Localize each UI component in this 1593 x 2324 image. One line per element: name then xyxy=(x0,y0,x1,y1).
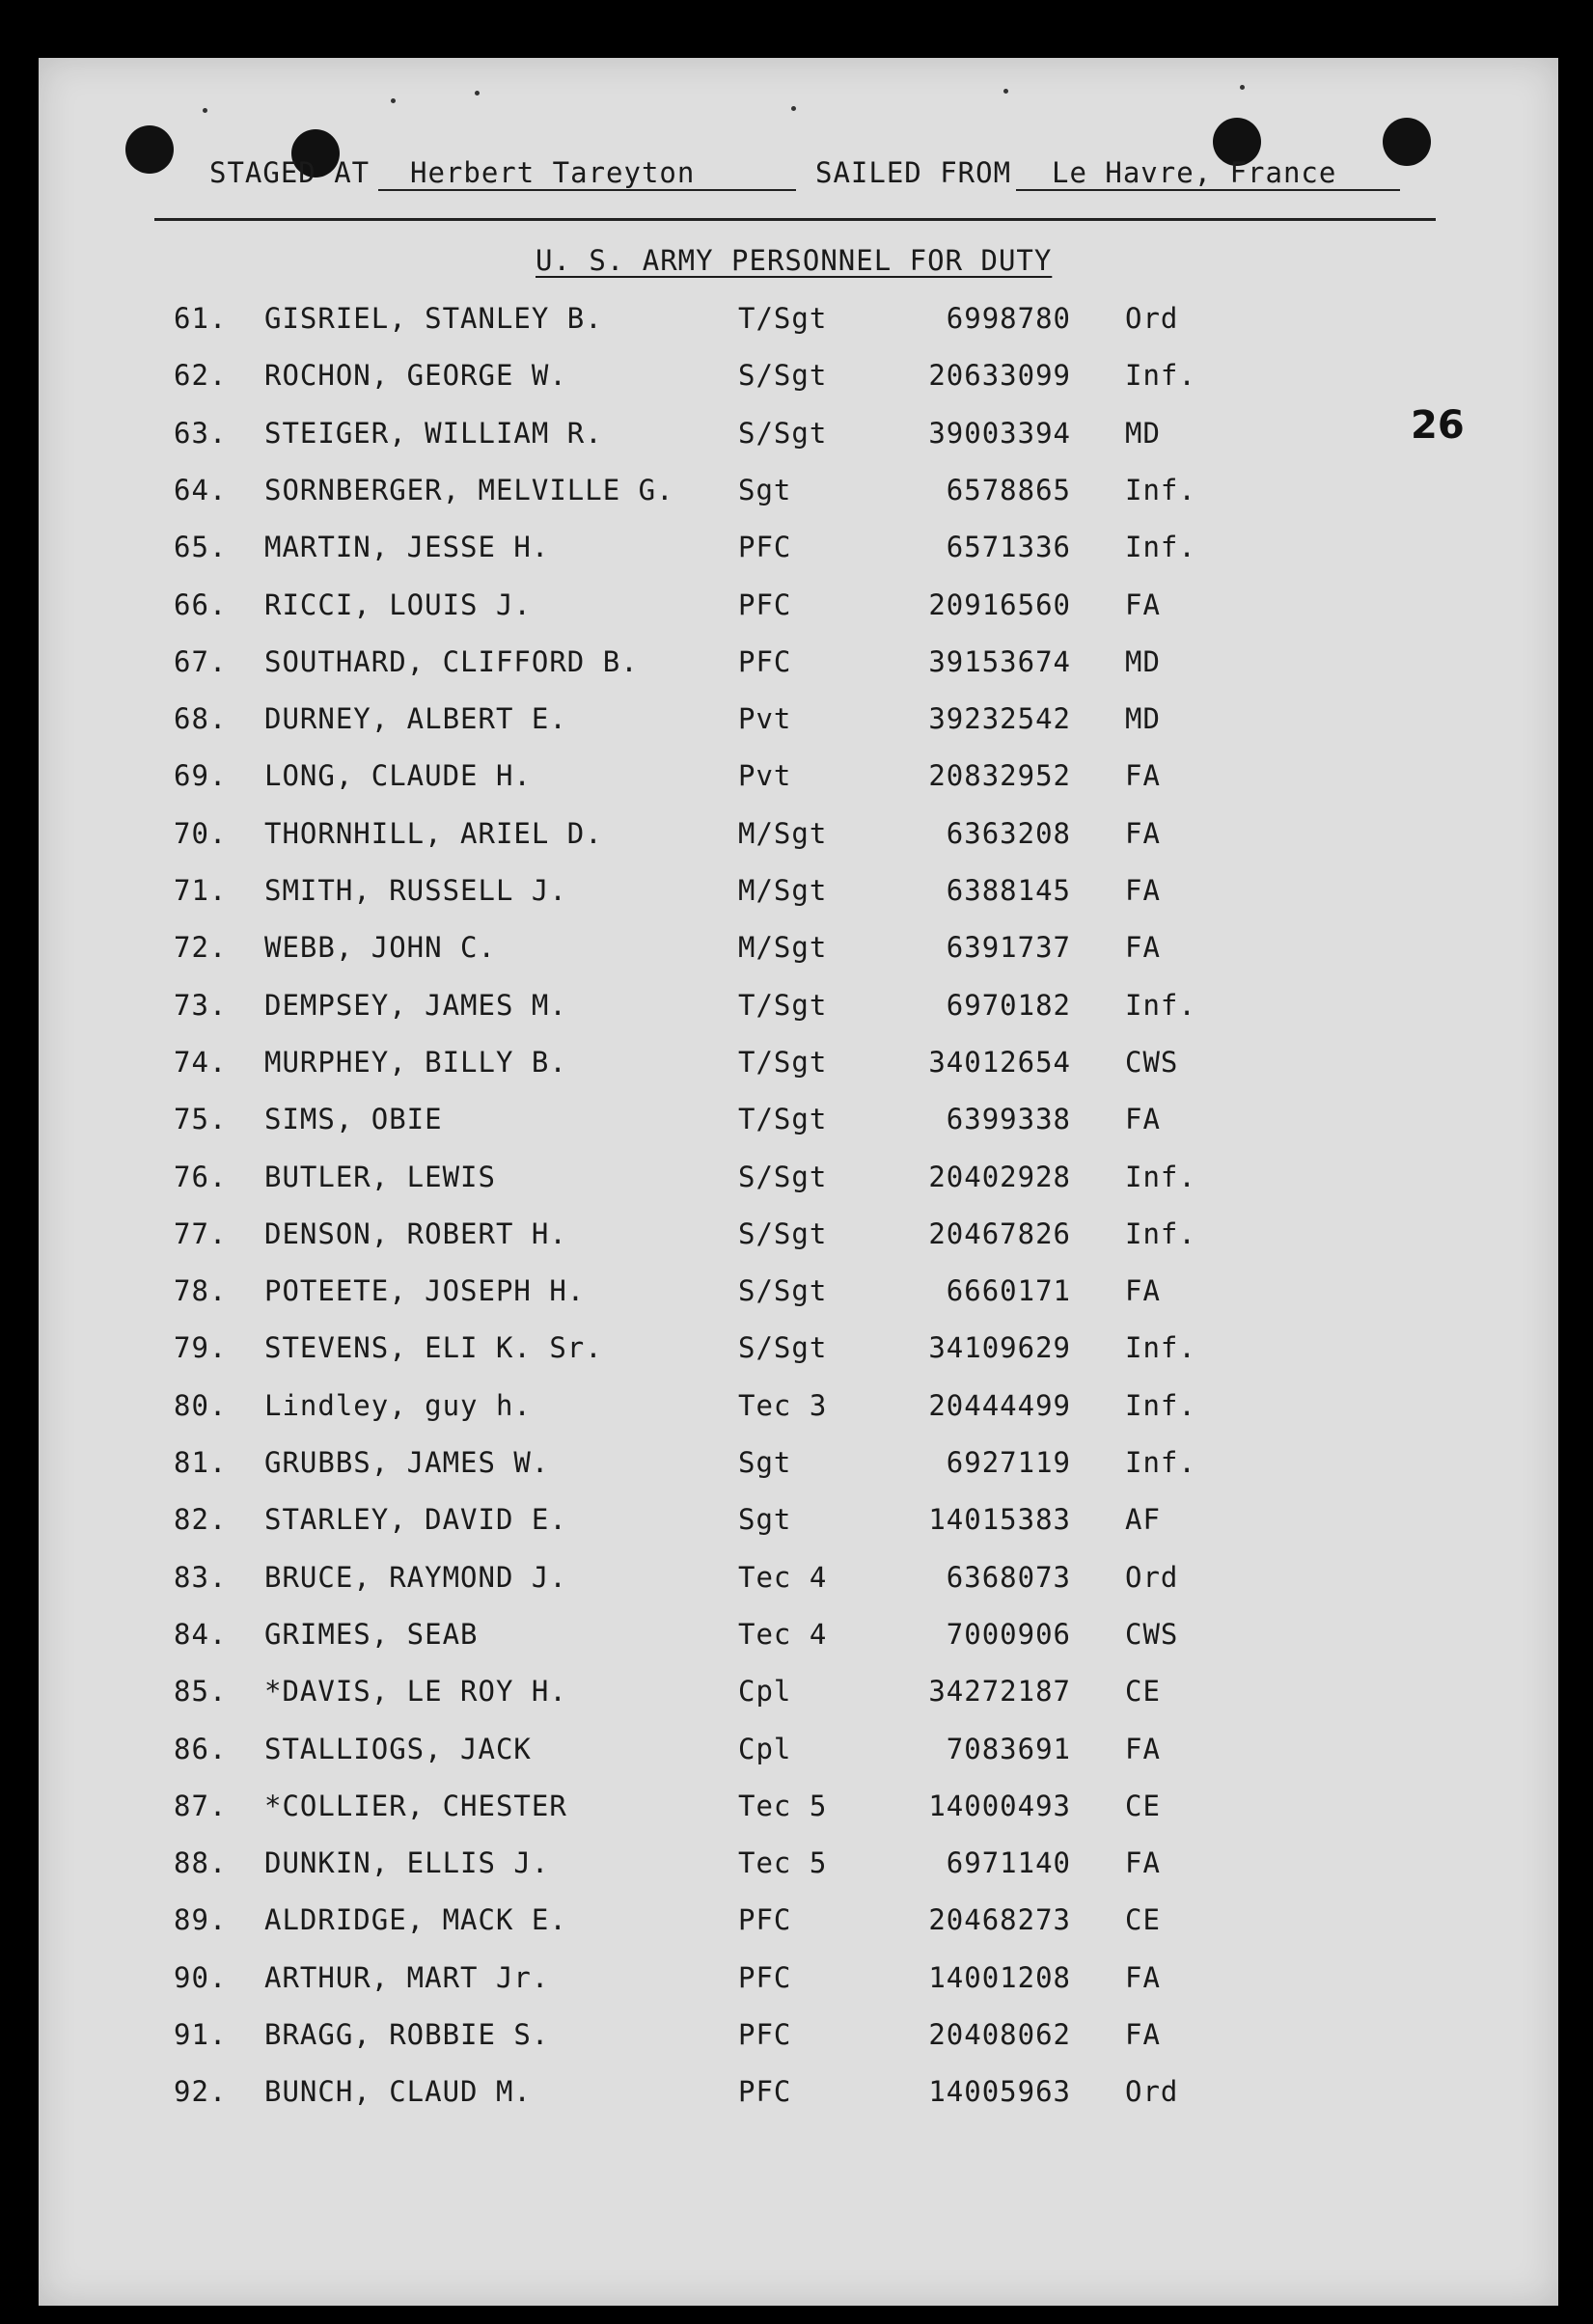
roster-row xyxy=(0,1903,1593,1960)
serial-number: 7000906 xyxy=(946,1618,1071,1651)
roster-number: 86. xyxy=(174,1733,228,1765)
roster-row xyxy=(0,645,1593,702)
rank: Sgt xyxy=(738,474,792,506)
serial-number: 6971140 xyxy=(946,1846,1071,1879)
rank: Cpl xyxy=(738,1675,792,1708)
rank: Tec 3 xyxy=(738,1389,828,1422)
soldier-name: ARTHUR, MART Jr. xyxy=(264,1961,550,1994)
roster-number: 90. xyxy=(174,1961,228,1994)
staged-at-label: STAGED AT xyxy=(209,156,371,189)
soldier-name: STEVENS, ELI K. Sr. xyxy=(264,1331,603,1364)
branch: MD xyxy=(1125,702,1161,735)
soldier-name: SIMS, OBIE xyxy=(264,1103,443,1135)
roster-row xyxy=(0,1161,1593,1217)
rank: S/Sgt xyxy=(738,417,828,450)
branch: CE xyxy=(1125,1903,1161,1936)
roster-number: 62. xyxy=(174,359,228,392)
branch: AF xyxy=(1125,1503,1161,1536)
roster-number: 73. xyxy=(174,989,228,1022)
roster-row xyxy=(0,1733,1593,1790)
roster-row xyxy=(0,417,1593,474)
serial-number: 14015383 xyxy=(928,1503,1071,1536)
soldier-name: MARTIN, JESSE H. xyxy=(264,531,550,563)
roster-number: 91. xyxy=(174,2018,228,2051)
roster-number: 69. xyxy=(174,759,228,792)
roster-number: 68. xyxy=(174,702,228,735)
serial-number: 20467826 xyxy=(928,1217,1071,1250)
soldier-name: SORNBERGER, MELVILLE G. xyxy=(264,474,674,506)
soldier-name: *COLLIER, CHESTER xyxy=(264,1790,567,1822)
branch: FA xyxy=(1125,1103,1161,1135)
rank: S/Sgt xyxy=(738,1161,828,1193)
branch: Ord xyxy=(1125,302,1179,335)
roster-number: 82. xyxy=(174,1503,228,1536)
roster-row xyxy=(0,1446,1593,1503)
branch: FA xyxy=(1125,817,1161,850)
roster-row xyxy=(0,1103,1593,1160)
page-number: 26 xyxy=(1411,403,1465,448)
roster-row xyxy=(0,1675,1593,1732)
rank: T/Sgt xyxy=(738,1103,828,1135)
rank: Pvt xyxy=(738,702,792,735)
rank: S/Sgt xyxy=(738,359,828,392)
rank: M/Sgt xyxy=(738,874,828,907)
staged-at-value: Herbert Tareyton xyxy=(410,156,696,189)
branch: Inf. xyxy=(1125,359,1196,392)
serial-number: 20832952 xyxy=(928,759,1071,792)
serial-number: 39003394 xyxy=(928,417,1071,450)
serial-number: 6363208 xyxy=(946,817,1071,850)
roster-number: 85. xyxy=(174,1675,228,1708)
rank: S/Sgt xyxy=(738,1217,828,1250)
serial-number: 20916560 xyxy=(928,588,1071,621)
soldier-name: STALLIOGS, JACK xyxy=(264,1733,532,1765)
roster-number: 80. xyxy=(174,1389,228,1422)
soldier-name: ROCHON, GEORGE W. xyxy=(264,359,567,392)
branch: FA xyxy=(1125,759,1161,792)
rank: M/Sgt xyxy=(738,817,828,850)
branch: Inf. xyxy=(1125,474,1196,506)
roster-row xyxy=(0,302,1593,359)
sailed-from-label: SAILED FROM xyxy=(815,156,1012,189)
soldier-name: SMITH, RUSSELL J. xyxy=(264,874,567,907)
serial-number: 20408062 xyxy=(928,2018,1071,2051)
soldier-name: BRAGG, ROBBIE S. xyxy=(264,2018,550,2051)
roster-number: 67. xyxy=(174,645,228,678)
soldier-name: RICCI, LOUIS J. xyxy=(264,588,532,621)
serial-number: 6927119 xyxy=(946,1446,1071,1479)
serial-number: 6571336 xyxy=(946,531,1071,563)
serial-number: 6660171 xyxy=(946,1274,1071,1307)
serial-number: 7083691 xyxy=(946,1733,1071,1765)
branch: MD xyxy=(1125,417,1161,450)
soldier-name: WEBB, JOHN C. xyxy=(264,931,496,964)
branch: Inf. xyxy=(1125,1446,1196,1479)
branch: FA xyxy=(1125,931,1161,964)
roster-number: 61. xyxy=(174,302,228,335)
soldier-name: BRUCE, RAYMOND J. xyxy=(264,1561,567,1594)
roster-row xyxy=(0,1961,1593,2018)
rank: Tec 5 xyxy=(738,1790,828,1822)
soldier-name: DEMPSEY, JAMES M. xyxy=(264,989,567,1022)
roster-row xyxy=(0,1618,1593,1675)
soldier-name: POTEETE, JOSEPH H. xyxy=(264,1274,586,1307)
branch: CWS xyxy=(1125,1046,1179,1079)
serial-number: 34109629 xyxy=(928,1331,1071,1364)
roster-row xyxy=(0,531,1593,588)
roster-number: 78. xyxy=(174,1274,228,1307)
list-title: U. S. ARMY PERSONNEL FOR DUTY xyxy=(536,244,1053,277)
branch: Ord xyxy=(1125,2075,1179,2108)
serial-number: 20633099 xyxy=(928,359,1071,392)
roster-row xyxy=(0,2075,1593,2132)
soldier-name: STARLEY, DAVID E. xyxy=(264,1503,567,1536)
serial-number: 6368073 xyxy=(946,1561,1071,1594)
soldier-name: LONG, CLAUDE H. xyxy=(264,759,532,792)
rank: PFC xyxy=(738,1961,792,1994)
rank: Tec 5 xyxy=(738,1846,828,1879)
roster-row xyxy=(0,702,1593,759)
roster-number: 81. xyxy=(174,1446,228,1479)
branch: CE xyxy=(1125,1675,1161,1708)
rank: PFC xyxy=(738,531,792,563)
rank: Sgt xyxy=(738,1446,792,1479)
roster-row xyxy=(0,1274,1593,1331)
branch: Inf. xyxy=(1125,1217,1196,1250)
soldier-name: DUNKIN, ELLIS J. xyxy=(264,1846,550,1879)
branch: FA xyxy=(1125,1961,1161,1994)
roster-row xyxy=(0,874,1593,931)
roster-row xyxy=(0,817,1593,874)
soldier-name: GRUBBS, JAMES W. xyxy=(264,1446,550,1479)
roster-number: 72. xyxy=(174,931,228,964)
soldier-name: STEIGER, WILLIAM R. xyxy=(264,417,603,450)
rank: PFC xyxy=(738,2018,792,2051)
rank: M/Sgt xyxy=(738,931,828,964)
roster-number: 84. xyxy=(174,1618,228,1651)
soldier-name: BUNCH, CLAUD M. xyxy=(264,2075,532,2108)
serial-number: 6388145 xyxy=(946,874,1071,907)
rank: Cpl xyxy=(738,1733,792,1765)
roster-number: 76. xyxy=(174,1161,228,1193)
branch: Inf. xyxy=(1125,1161,1196,1193)
soldier-name: DENSON, ROBERT H. xyxy=(264,1217,567,1250)
roster-number: 87. xyxy=(174,1790,228,1822)
serial-number: 39153674 xyxy=(928,645,1071,678)
soldier-name: THORNHILL, ARIEL D. xyxy=(264,817,603,850)
roster-row xyxy=(0,1846,1593,1903)
roster-row xyxy=(0,989,1593,1046)
branch: MD xyxy=(1125,645,1161,678)
serial-number: 14001208 xyxy=(928,1961,1071,1994)
roster-number: 77. xyxy=(174,1217,228,1250)
serial-number: 20468273 xyxy=(928,1903,1071,1936)
rank: T/Sgt xyxy=(738,1046,828,1079)
serial-number: 6391737 xyxy=(946,931,1071,964)
rank: Tec 4 xyxy=(738,1618,828,1651)
roster-number: 83. xyxy=(174,1561,228,1594)
serial-number: 34272187 xyxy=(928,1675,1071,1708)
branch: CWS xyxy=(1125,1618,1179,1651)
branch: Inf. xyxy=(1125,1331,1196,1364)
roster-row xyxy=(0,359,1593,416)
sailed-from-value: Le Havre, France xyxy=(1052,156,1337,189)
roster-row xyxy=(0,1561,1593,1618)
roster-number: 65. xyxy=(174,531,228,563)
roster-row xyxy=(0,1790,1593,1846)
rank: Sgt xyxy=(738,1503,792,1536)
roster-row xyxy=(0,1389,1593,1446)
serial-number: 34012654 xyxy=(928,1046,1071,1079)
soldier-name: Lindley, guy h. xyxy=(264,1389,532,1422)
serial-number: 20402928 xyxy=(928,1161,1071,1193)
rank: PFC xyxy=(738,588,792,621)
serial-number: 20444499 xyxy=(928,1389,1071,1422)
branch: Inf. xyxy=(1125,989,1196,1022)
serial-number: 39232542 xyxy=(928,702,1071,735)
roster-row xyxy=(0,2018,1593,2075)
soldier-name: BUTLER, LEWIS xyxy=(264,1161,496,1193)
branch: FA xyxy=(1125,588,1161,621)
rank: T/Sgt xyxy=(738,989,828,1022)
soldier-name: SOUTHARD, CLIFFORD B. xyxy=(264,645,639,678)
roster-number: 66. xyxy=(174,588,228,621)
branch: Inf. xyxy=(1125,1389,1196,1422)
roster-row xyxy=(0,1046,1593,1103)
serial-number: 6578865 xyxy=(946,474,1071,506)
roster-number: 88. xyxy=(174,1846,228,1879)
rank: S/Sgt xyxy=(738,1331,828,1364)
branch: Inf. xyxy=(1125,531,1196,563)
soldier-name: DURNEY, ALBERT E. xyxy=(264,702,567,735)
rank: Pvt xyxy=(738,759,792,792)
serial-number: 14000493 xyxy=(928,1790,1071,1822)
soldier-name: GRIMES, SEAB xyxy=(264,1618,479,1651)
rank: PFC xyxy=(738,2075,792,2108)
rank: PFC xyxy=(738,645,792,678)
rank: T/Sgt xyxy=(738,302,828,335)
roster-number: 70. xyxy=(174,817,228,850)
rank: S/Sgt xyxy=(738,1274,828,1307)
soldier-name: MURPHEY, BILLY B. xyxy=(264,1046,567,1079)
serial-number: 6998780 xyxy=(946,302,1071,335)
roster-row xyxy=(0,759,1593,816)
roster-number: 71. xyxy=(174,874,228,907)
roster-row xyxy=(0,1217,1593,1274)
rank: Tec 4 xyxy=(738,1561,828,1594)
roster-number: 92. xyxy=(174,2075,228,2108)
roster-row xyxy=(0,474,1593,531)
soldier-name: ALDRIDGE, MACK E. xyxy=(264,1903,567,1936)
branch: Ord xyxy=(1125,1561,1179,1594)
serial-number: 6970182 xyxy=(946,989,1071,1022)
soldier-name: GISRIEL, STANLEY B. xyxy=(264,302,603,335)
roster-number: 75. xyxy=(174,1103,228,1135)
roster-number: 89. xyxy=(174,1903,228,1936)
roster-row xyxy=(0,1331,1593,1388)
branch: FA xyxy=(1125,1846,1161,1879)
roster-number: 64. xyxy=(174,474,228,506)
branch: FA xyxy=(1125,1274,1161,1307)
roster-number: 79. xyxy=(174,1331,228,1364)
branch: FA xyxy=(1125,2018,1161,2051)
roster-number: 74. xyxy=(174,1046,228,1079)
branch: CE xyxy=(1125,1790,1161,1822)
roster-row xyxy=(0,931,1593,988)
serial-number: 14005963 xyxy=(928,2075,1071,2108)
roster-row xyxy=(0,588,1593,645)
rank: PFC xyxy=(738,1903,792,1936)
branch: FA xyxy=(1125,874,1161,907)
soldier-name: *DAVIS, LE ROY H. xyxy=(264,1675,567,1708)
serial-number: 6399338 xyxy=(946,1103,1071,1135)
branch: FA xyxy=(1125,1733,1161,1765)
roster-row xyxy=(0,1503,1593,1560)
roster-number: 63. xyxy=(174,417,228,450)
